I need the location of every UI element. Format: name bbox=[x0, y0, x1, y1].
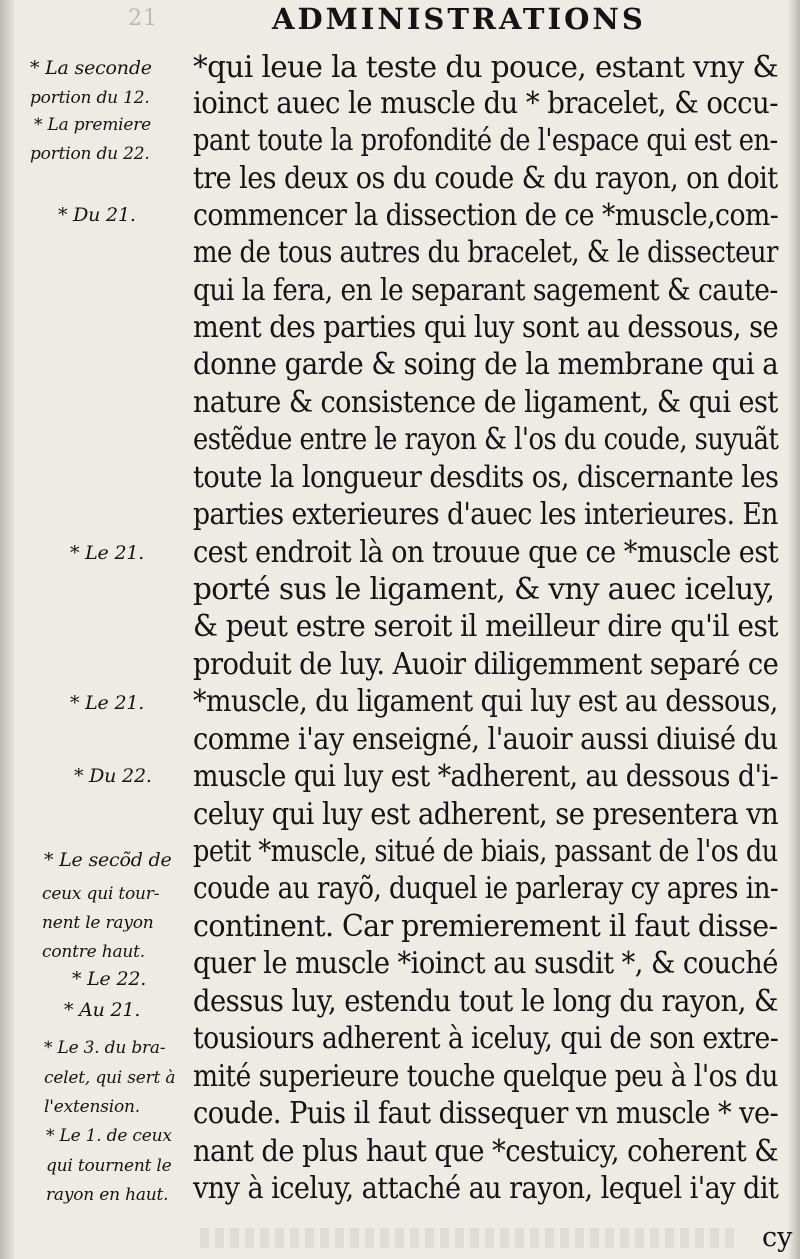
body-line: tre les deux os du coude & du rayon, on doit bbox=[193, 161, 778, 195]
body-line: coude au rayõ, duquel ie parleray cy apres in- bbox=[193, 871, 779, 905]
body-line: ioinct auec le muscle du * bracelet, & occu- bbox=[193, 86, 778, 120]
body-line: & peut estre seroit il meilleur dire qu'il est bbox=[193, 609, 778, 643]
body-line: me de tous autres du bracelet, & le dissecteur bbox=[193, 235, 778, 269]
body-line: coude. Puis il faut dissequer vn muscle * ve- bbox=[193, 1096, 779, 1130]
body-line: celuy qui luy est adherent, se presentera vn bbox=[193, 797, 779, 831]
body-line: *muscle, du ligament qui luy est au dessous, bbox=[193, 684, 778, 718]
body-line: *qui leue la teste du pouce, estant vny & bbox=[193, 50, 778, 84]
body-line: cest endroit là on trouue que ce *muscle est bbox=[193, 535, 779, 569]
catchword: cy bbox=[762, 1222, 793, 1253]
body-line: ment des parties qui luy sont au dessous, se bbox=[193, 310, 779, 344]
body-line: toute la longueur desdits os, discernante les bbox=[193, 460, 779, 494]
margin-note: * Au 21. bbox=[64, 999, 141, 1021]
margin-note: nent le rayon bbox=[42, 913, 154, 933]
margin-note: * Du 22. bbox=[74, 765, 152, 787]
body-line: donne garde & soing de la membrane qui a bbox=[193, 347, 779, 381]
cropped-bottom-line bbox=[200, 1228, 740, 1248]
page-gutter-left bbox=[0, 0, 14, 1259]
margin-note: * Le 3. du bra- bbox=[44, 1038, 166, 1058]
margin-note: * Le 22. bbox=[72, 968, 147, 990]
running-head: ADMINISTRATIONS bbox=[272, 2, 646, 36]
body-line: porté sus le ligament, & vny auec iceluy, bbox=[193, 572, 775, 606]
body-line: commencer la dissection de ce *muscle,com- bbox=[193, 198, 779, 232]
body-line: continent. Car premierement il faut disse- bbox=[193, 909, 778, 943]
body-line: mité superieure touche quelque peu à l'os du bbox=[193, 1059, 778, 1093]
margin-note: * Le 21. bbox=[70, 692, 145, 714]
body-line: nature & consistence de ligament, & qui est bbox=[193, 385, 778, 419]
margin-note: * Le 21. bbox=[70, 542, 145, 564]
body-line: estẽdue entre le rayon & l'os du coude, suyuãt bbox=[193, 422, 779, 456]
body-line: pant toute la profondité de l'espace qui est en- bbox=[193, 123, 778, 157]
body-line: comme i'ay enseigné, l'auoir aussi diuisé du bbox=[193, 722, 778, 756]
margin-note: * Le 1. de ceux bbox=[46, 1126, 172, 1146]
body-line: produit de luy. Auoir diligemment separé ce bbox=[193, 647, 779, 681]
body-line: vny à iceluy, attaché au rayon, lequel i'ay dit bbox=[193, 1171, 779, 1205]
page-edge-right bbox=[788, 0, 800, 1259]
page-number: 21 bbox=[128, 6, 158, 31]
margin-note: celet, qui sert à bbox=[44, 1068, 176, 1088]
margin-note: portion du 12. bbox=[30, 88, 150, 108]
margin-note: portion du 22. bbox=[30, 144, 150, 164]
body-line: tousiours adherent à iceluy, qui de son extre- bbox=[193, 1021, 779, 1055]
margin-note: qui tournent le bbox=[46, 1156, 172, 1176]
margin-note: rayon en haut. bbox=[46, 1185, 169, 1205]
body-line: muscle qui luy est *adherent, au dessous d'i- bbox=[193, 759, 779, 793]
margin-note: * Le secõd de bbox=[44, 849, 172, 871]
margin-note: * Du 21. bbox=[58, 204, 136, 226]
body-line: petit *muscle, situé de biais, passant de l'os du bbox=[193, 834, 778, 868]
body-line: dessus luy, estendu tout le long du rayon, & bbox=[193, 984, 778, 1018]
body-line: parties exterieures d'auec les interieures. En bbox=[193, 497, 778, 531]
margin-note: * La premiere bbox=[34, 115, 152, 135]
body-line: nant de plus haut que *cestuicy, coherent & bbox=[193, 1134, 779, 1168]
margin-note: ceux qui tour- bbox=[42, 884, 160, 904]
body-line: qui la fera, en le separant sagement & caute- bbox=[193, 273, 778, 307]
margin-note: contre haut. bbox=[42, 942, 145, 962]
body-line: quer le muscle *ioinct au susdit *, & couché bbox=[193, 946, 778, 980]
margin-note: * La seconde bbox=[30, 57, 152, 79]
margin-note: l'extension. bbox=[44, 1097, 140, 1117]
